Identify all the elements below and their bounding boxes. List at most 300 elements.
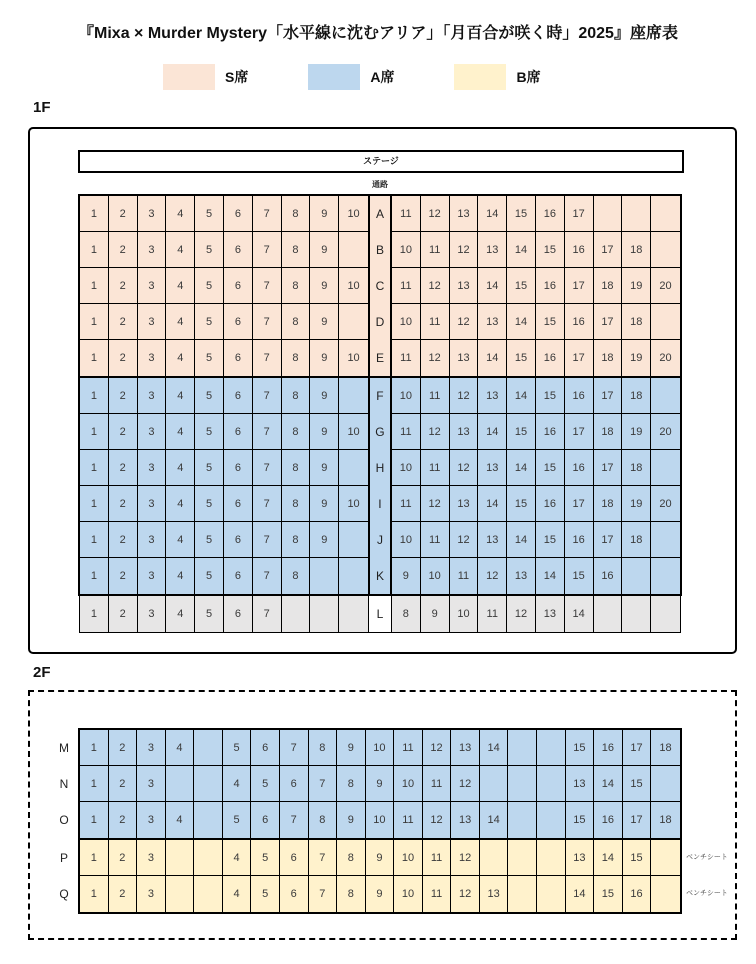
- seat-cell: 12: [423, 802, 452, 838]
- seat-cell: 7: [280, 802, 309, 838]
- empty-cell: [651, 196, 680, 232]
- seat-cell: 3: [137, 730, 166, 766]
- seat-cell: 7: [253, 450, 282, 486]
- seat-cell: 1: [80, 802, 109, 838]
- seat-cell: 16: [536, 268, 565, 304]
- seat-cell: 2: [109, 558, 138, 594]
- row-letter: K: [368, 558, 392, 594]
- seat-cell: 20: [651, 414, 680, 450]
- seat-cell: 5: [251, 876, 280, 912]
- seat-cell: 18: [622, 304, 651, 340]
- empty-cell: [166, 766, 195, 802]
- seat-cell: 1: [80, 340, 109, 376]
- seat-cell: 12: [507, 596, 536, 632]
- seat-cell: 6: [224, 522, 253, 558]
- seat-cell: 8: [282, 378, 311, 414]
- seat-cell: 4: [166, 486, 195, 522]
- seat-cell: 13: [450, 340, 479, 376]
- seat-cell: 12: [450, 232, 479, 268]
- seat-cell: 2: [109, 196, 138, 232]
- seat-cell: 18: [651, 730, 680, 766]
- empty-cell: [508, 876, 537, 912]
- row-letter: I: [368, 486, 392, 522]
- seat-cell: 9: [337, 802, 366, 838]
- seat-section: [78, 378, 682, 596]
- seat-cell: 17: [623, 802, 652, 838]
- seat-cell: 14: [478, 268, 507, 304]
- seat-cell: 15: [594, 876, 623, 912]
- seat-cell: 4: [166, 596, 195, 632]
- row-letter: E: [368, 340, 392, 376]
- seat-cell: 8: [309, 730, 338, 766]
- seat-cell: 11: [394, 730, 423, 766]
- empty-cell: [622, 596, 651, 632]
- seat-cell: 7: [253, 378, 282, 414]
- seat-cell: 5: [195, 414, 224, 450]
- row-letter: F: [368, 378, 392, 414]
- seat-cell: 8: [337, 840, 366, 876]
- empty-cell: [651, 304, 680, 340]
- seat-cell: 4: [166, 340, 195, 376]
- legend-swatch: [454, 64, 506, 90]
- bench-seat-note: ベンチシート: [686, 854, 728, 861]
- seat-cell: 17: [594, 304, 623, 340]
- seat-cell: 5: [195, 558, 224, 594]
- seat-cell: 12: [451, 840, 480, 876]
- seat-cell: 6: [280, 766, 309, 802]
- seat-row-N: [80, 766, 680, 802]
- seat-cell: 11: [450, 558, 479, 594]
- seat-row-E: [80, 340, 680, 376]
- seat-cell: 14: [478, 486, 507, 522]
- seat-cell: 10: [392, 522, 421, 558]
- seat-cell: 19: [622, 486, 651, 522]
- seat-cell: 5: [195, 596, 224, 632]
- seat-cell: 2: [109, 414, 138, 450]
- seat-cell: 6: [280, 876, 309, 912]
- empty-cell: [651, 766, 680, 802]
- seat-row-Q: [80, 876, 680, 912]
- row-letter: H: [368, 450, 392, 486]
- seat-cell: 12: [478, 558, 507, 594]
- seat-cell: 20: [651, 268, 680, 304]
- seat-cell: 5: [195, 304, 224, 340]
- seat-cell: 16: [536, 340, 565, 376]
- seat-cell: 8: [282, 414, 311, 450]
- seat-cell: 9: [310, 522, 339, 558]
- seat-cell: 9: [310, 196, 339, 232]
- seat-row-F: [80, 378, 680, 414]
- seat-cell: 14: [507, 304, 536, 340]
- seat-cell: 10: [421, 558, 450, 594]
- seat-cell: 3: [138, 522, 167, 558]
- seat-cell: 2: [109, 730, 138, 766]
- seat-cell: 12: [450, 378, 479, 414]
- seat-cell: 3: [138, 414, 167, 450]
- seat-cell: 5: [251, 766, 280, 802]
- seat-section: [78, 840, 682, 914]
- empty-cell: [166, 876, 195, 912]
- row-letter: G: [368, 414, 392, 450]
- seat-cell: 7: [309, 840, 338, 876]
- seat-cell: 15: [536, 522, 565, 558]
- row-letter: O: [59, 813, 69, 827]
- empty-cell: [651, 840, 680, 876]
- seat-cell: 3: [137, 766, 166, 802]
- empty-cell: [339, 304, 368, 340]
- seat-cell: 2: [109, 304, 138, 340]
- seat-cell: 13: [478, 304, 507, 340]
- seat-cell: 8: [337, 766, 366, 802]
- empty-cell: [339, 378, 368, 414]
- empty-cell: [651, 876, 680, 912]
- seat-cell: 2: [109, 840, 138, 876]
- seat-cell: 1: [80, 378, 109, 414]
- seat-cell: 5: [195, 450, 224, 486]
- seat-cell: 1: [80, 766, 109, 802]
- seat-cell: 10: [392, 232, 421, 268]
- seat-cell: 10: [339, 486, 368, 522]
- seat-cell: 10: [339, 196, 368, 232]
- seat-cell: 5: [223, 730, 252, 766]
- empty-cell: [537, 802, 566, 838]
- seat-cell: 4: [166, 378, 195, 414]
- seat-cell: 8: [282, 486, 311, 522]
- bench-seat-note: ベンチシート: [686, 890, 728, 897]
- seat-cell: 6: [280, 840, 309, 876]
- seat-cell: 14: [566, 876, 595, 912]
- empty-cell: [508, 766, 537, 802]
- seat-cell: 1: [80, 596, 109, 632]
- seat-cell: 3: [137, 802, 166, 838]
- row-letter: L: [368, 596, 392, 632]
- seat-cell: 5: [195, 378, 224, 414]
- seat-cell: 1: [80, 840, 109, 876]
- seat-section: [78, 728, 682, 840]
- seat-cell: 13: [478, 450, 507, 486]
- seat-cell: 17: [565, 486, 594, 522]
- empty-cell: [194, 840, 223, 876]
- empty-cell: [339, 596, 368, 632]
- seat-cell: 11: [392, 486, 421, 522]
- seat-cell: 17: [623, 730, 652, 766]
- seat-cell: 10: [392, 450, 421, 486]
- empty-cell: [537, 730, 566, 766]
- seat-cell: 6: [224, 340, 253, 376]
- seat-cell: 16: [594, 558, 623, 594]
- seat-cell: 6: [224, 486, 253, 522]
- empty-cell: [339, 558, 368, 594]
- seat-cell: 14: [478, 340, 507, 376]
- seat-cell: 4: [166, 558, 195, 594]
- seat-cell: 8: [282, 522, 311, 558]
- seat-cell: 14: [594, 840, 623, 876]
- empty-cell: [651, 232, 680, 268]
- seat-cell: 14: [594, 766, 623, 802]
- seat-cell: 3: [138, 596, 167, 632]
- seat-cell: 1: [80, 304, 109, 340]
- seat-cell: 11: [392, 196, 421, 232]
- seat-cell: 12: [421, 414, 450, 450]
- row-letter: A: [368, 196, 392, 232]
- seat-cell: 7: [253, 196, 282, 232]
- seat-cell: 15: [536, 378, 565, 414]
- seat-cell: 8: [392, 596, 421, 632]
- seat-cell: 5: [195, 196, 224, 232]
- empty-cell: [194, 730, 223, 766]
- seat-cell: 4: [166, 268, 195, 304]
- seat-cell: 11: [421, 450, 450, 486]
- seat-cell: 9: [421, 596, 450, 632]
- empty-cell: [594, 596, 623, 632]
- seat-cell: 15: [507, 196, 536, 232]
- seat-cell: 11: [478, 596, 507, 632]
- seat-cell: 15: [566, 802, 595, 838]
- seat-cell: 6: [224, 414, 253, 450]
- seat-cell: 10: [339, 340, 368, 376]
- seat-cell: 14: [478, 414, 507, 450]
- seat-row-K: [80, 558, 680, 594]
- seat-cell: 4: [166, 232, 195, 268]
- legend-swatch: [163, 64, 215, 90]
- seat-cell: 1: [80, 268, 109, 304]
- seat-cell: 6: [224, 268, 253, 304]
- seat-cell: 9: [366, 876, 395, 912]
- empty-cell: [508, 730, 537, 766]
- seat-cell: 3: [138, 450, 167, 486]
- empty-cell: [651, 558, 680, 594]
- seat-cell: 18: [594, 268, 623, 304]
- seat-cell: 6: [224, 558, 253, 594]
- seat-section: [78, 194, 682, 378]
- seat-cell: 20: [651, 340, 680, 376]
- seat-cell: 16: [594, 730, 623, 766]
- seat-cell: 2: [109, 876, 138, 912]
- floor1-seat-grid: [78, 194, 682, 633]
- seat-cell: 15: [566, 730, 595, 766]
- seat-cell: 5: [223, 802, 252, 838]
- seat-cell: 17: [565, 268, 594, 304]
- seat-cell: 9: [310, 414, 339, 450]
- seat-cell: 16: [565, 522, 594, 558]
- seat-row-J: [80, 522, 680, 558]
- seat-cell: 12: [450, 522, 479, 558]
- seat-cell: 13: [450, 486, 479, 522]
- seat-cell: 7: [253, 558, 282, 594]
- seat-cell: 8: [309, 802, 338, 838]
- legend-item: [454, 64, 540, 90]
- empty-cell: [651, 596, 680, 632]
- legend-label: A席: [370, 69, 395, 85]
- empty-cell: [622, 196, 651, 232]
- seat-cell: 13: [478, 378, 507, 414]
- seat-cell: 16: [536, 486, 565, 522]
- seat-cell: 10: [366, 730, 395, 766]
- seat-cell: 7: [253, 340, 282, 376]
- seat-cell: 4: [166, 196, 195, 232]
- seat-cell: 9: [366, 840, 395, 876]
- empty-cell: [594, 196, 623, 232]
- seat-cell: 7: [253, 232, 282, 268]
- seat-cell: 8: [282, 340, 311, 376]
- seat-cell: 16: [594, 802, 623, 838]
- seat-cell: 1: [80, 730, 109, 766]
- seat-cell: 3: [138, 268, 167, 304]
- seat-cell: 15: [507, 486, 536, 522]
- seat-cell: 5: [195, 340, 224, 376]
- seat-cell: 9: [310, 486, 339, 522]
- empty-cell: [166, 840, 195, 876]
- seat-cell: 6: [251, 802, 280, 838]
- seat-row-P: [80, 840, 680, 876]
- seat-cell: 16: [565, 304, 594, 340]
- empty-cell: [282, 596, 311, 632]
- seat-row-M: [80, 730, 680, 766]
- seat-row-G: [80, 414, 680, 450]
- seat-cell: 15: [623, 840, 652, 876]
- seat-row-C: [80, 268, 680, 304]
- seat-cell: 12: [451, 876, 480, 912]
- seat-cell: 14: [507, 232, 536, 268]
- empty-cell: [537, 876, 566, 912]
- seat-row-H: [80, 450, 680, 486]
- floor1-label: 1F: [33, 99, 51, 116]
- empty-cell: [310, 596, 339, 632]
- seat-cell: 6: [251, 730, 280, 766]
- seat-cell: 9: [310, 340, 339, 376]
- seat-cell: 14: [480, 802, 509, 838]
- empty-cell: [339, 232, 368, 268]
- seat-cell: 2: [109, 596, 138, 632]
- seat-cell: 13: [478, 522, 507, 558]
- seat-cell: 12: [421, 486, 450, 522]
- seat-cell: 17: [594, 378, 623, 414]
- seat-row-D: [80, 304, 680, 340]
- seat-cell: 3: [137, 876, 166, 912]
- seat-cell: 14: [507, 378, 536, 414]
- seat-cell: 16: [565, 450, 594, 486]
- seat-class-legend: [163, 64, 541, 90]
- seat-cell: 4: [223, 766, 252, 802]
- seat-cell: 7: [309, 876, 338, 912]
- seat-cell: 7: [253, 596, 282, 632]
- seat-cell: 1: [80, 876, 109, 912]
- seat-cell: 18: [622, 232, 651, 268]
- floor2-area: [28, 690, 737, 940]
- empty-cell: [480, 840, 509, 876]
- seat-cell: 10: [392, 378, 421, 414]
- seat-cell: 9: [392, 558, 421, 594]
- seat-cell: 11: [421, 378, 450, 414]
- seat-row-A: [80, 196, 680, 232]
- seat-cell: 8: [282, 268, 311, 304]
- seat-cell: 11: [423, 840, 452, 876]
- seat-cell: 11: [421, 304, 450, 340]
- seat-cell: 17: [565, 340, 594, 376]
- seat-cell: 19: [622, 414, 651, 450]
- seat-cell: 15: [536, 304, 565, 340]
- empty-cell: [339, 450, 368, 486]
- seat-cell: 2: [109, 522, 138, 558]
- seat-cell: 8: [282, 450, 311, 486]
- seat-cell: 13: [450, 414, 479, 450]
- seat-cell: 10: [339, 414, 368, 450]
- empty-cell: [651, 522, 680, 558]
- seat-cell: 18: [622, 378, 651, 414]
- seat-cell: 3: [138, 486, 167, 522]
- seat-cell: 15: [536, 450, 565, 486]
- empty-cell: [194, 766, 223, 802]
- seat-cell: 7: [253, 268, 282, 304]
- seat-cell: 1: [80, 196, 109, 232]
- seat-cell: 6: [224, 596, 253, 632]
- seat-cell: 7: [253, 522, 282, 558]
- seat-cell: 3: [138, 340, 167, 376]
- seat-cell: 13: [566, 766, 595, 802]
- seat-cell: 10: [392, 304, 421, 340]
- seat-cell: 15: [507, 414, 536, 450]
- aisle-label: 通路: [372, 180, 388, 189]
- seat-cell: 13: [507, 558, 536, 594]
- seat-cell: 3: [138, 558, 167, 594]
- empty-cell: [310, 558, 339, 594]
- seat-cell: 2: [109, 268, 138, 304]
- seat-cell: 15: [536, 232, 565, 268]
- empty-cell: [651, 378, 680, 414]
- seat-cell: 3: [138, 378, 167, 414]
- seat-cell: 17: [565, 196, 594, 232]
- seat-cell: 17: [594, 522, 623, 558]
- legend-label: B席: [516, 69, 541, 85]
- seat-cell: 5: [195, 486, 224, 522]
- seat-cell: 5: [251, 840, 280, 876]
- seat-cell: 12: [421, 196, 450, 232]
- seat-cell: 18: [594, 340, 623, 376]
- seat-cell: 2: [109, 802, 138, 838]
- seat-cell: 11: [392, 268, 421, 304]
- seat-cell: 18: [594, 486, 623, 522]
- seat-cell: 1: [80, 522, 109, 558]
- seat-cell: 18: [594, 414, 623, 450]
- floor2-seat-grid: [78, 728, 682, 914]
- seat-cell: 16: [565, 378, 594, 414]
- seat-cell: 13: [451, 730, 480, 766]
- seat-cell: 13: [536, 596, 565, 632]
- seat-cell: 1: [80, 414, 109, 450]
- seat-cell: 19: [622, 340, 651, 376]
- floor1-area: [28, 127, 737, 654]
- floor2-label: 2F: [33, 664, 51, 681]
- seat-cell: 13: [480, 876, 509, 912]
- seat-cell: 14: [536, 558, 565, 594]
- seat-cell: 11: [392, 340, 421, 376]
- seat-cell: 11: [392, 414, 421, 450]
- seat-cell: 16: [565, 232, 594, 268]
- row-letter: D: [368, 304, 392, 340]
- legend-swatch: [308, 64, 360, 90]
- page-title: 『Mixa × Murder Mystery「水平線に沈むアリア」「月百合が咲く時」2025』座席表: [78, 25, 678, 42]
- seat-cell: 14: [478, 196, 507, 232]
- seat-cell: 5: [195, 268, 224, 304]
- seat-cell: 8: [337, 876, 366, 912]
- seat-cell: 11: [394, 802, 423, 838]
- seat-cell: 6: [224, 196, 253, 232]
- row-letter: C: [368, 268, 392, 304]
- seat-cell: 15: [623, 766, 652, 802]
- seat-cell: 1: [80, 232, 109, 268]
- seat-row-L: [80, 596, 680, 632]
- seat-cell: 14: [565, 596, 594, 632]
